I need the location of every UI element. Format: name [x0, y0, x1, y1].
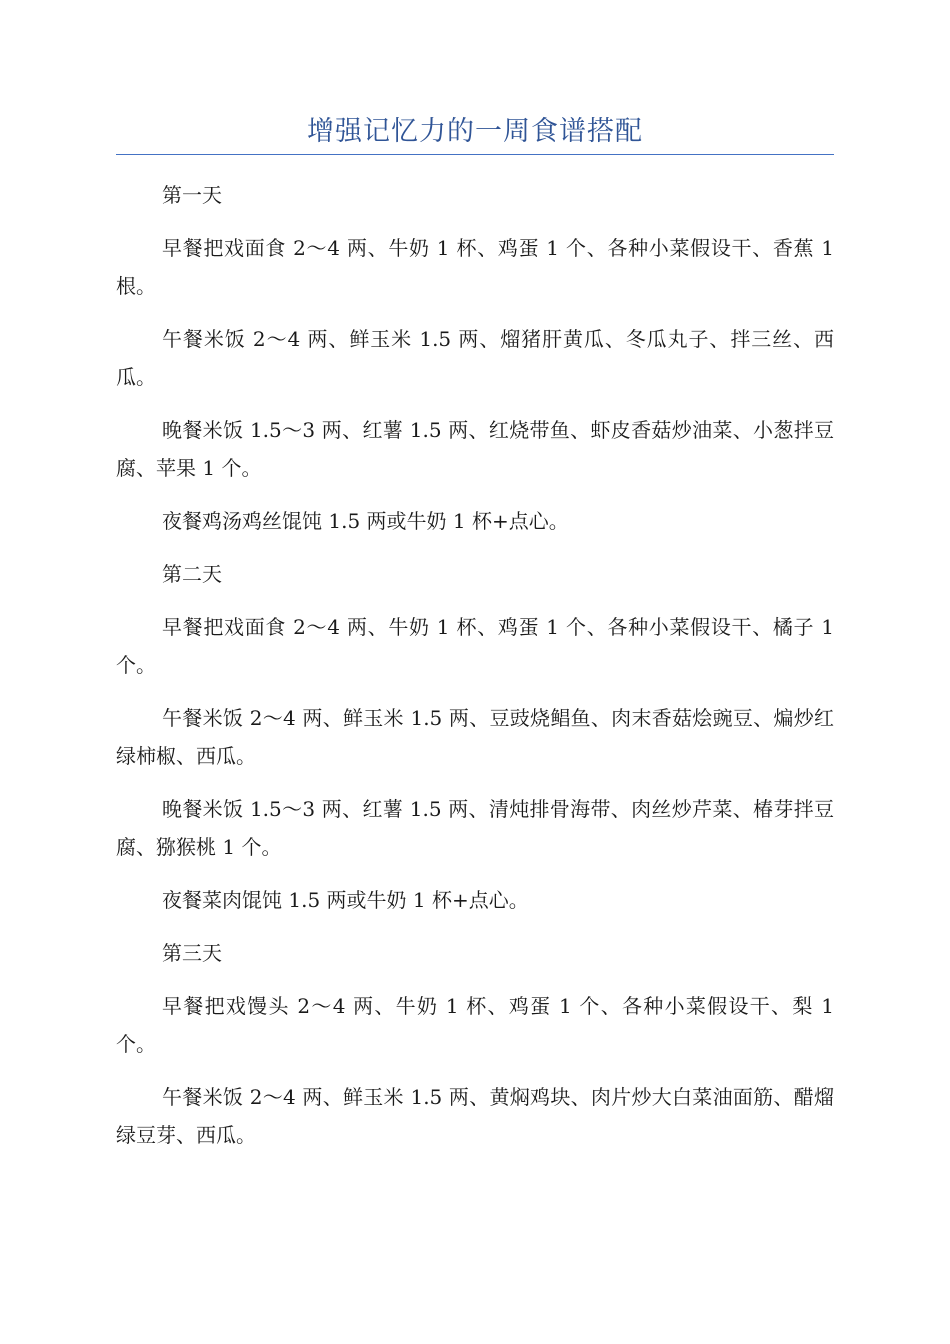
lunch-paragraph-day-2: 午餐米饭 2～4 两、鲜玉米 1.5 两、豆豉烧鲳鱼、肉末香菇烩豌豆、煸炒红绿柿椒、西瓜。	[116, 706, 834, 768]
day-heading-2: 第二天	[162, 562, 222, 586]
document-body	[116, 176, 834, 1169]
dinner-paragraph-day-1: 晚餐米饭 1.5～3 两、红薯 1.5 两、红烧带鱼、虾皮香菇炒油菜、小葱拌豆腐、苹果 1 个。	[116, 418, 834, 480]
day-heading-3: 第三天	[162, 941, 222, 965]
breakfast-paragraph-day-1: 早餐把戏面食 2～4 两、牛奶 1 杯、鸡蛋 1 个、各种小菜假设干、香蕉 1 根。	[116, 236, 834, 298]
lunch-paragraph-day-1: 午餐米饭 2～4 两、鲜玉米 1.5 两、熘猪肝黄瓜、冬瓜丸子、拌三丝、西瓜。	[116, 327, 834, 389]
breakfast-paragraph-day-3: 早餐把戏馒头 2～4 两、牛奶 1 杯、鸡蛋 1 个、各种小菜假设干、梨 1 个。	[116, 994, 834, 1056]
late-night-paragraph-day-2: 夜餐菜肉馄饨 1.5 两或牛奶 1 杯+点心。	[162, 888, 529, 912]
breakfast-paragraph-day-2: 早餐把戏面食 2～4 两、牛奶 1 杯、鸡蛋 1 个、各种小菜假设干、橘子 1 个。	[116, 615, 834, 677]
document-title: 增强记忆力的一周食谱搭配	[307, 116, 643, 147]
dinner-paragraph-day-2: 晚餐米饭 1.5～3 两、红薯 1.5 两、清炖排骨海带、肉丝炒芹菜、椿芽拌豆腐、猕猴桃 1 个。	[116, 797, 834, 859]
late-night-paragraph-day-1: 夜餐鸡汤鸡丝馄饨 1.5 两或牛奶 1 杯+点心。	[162, 509, 569, 533]
lunch-paragraph-day-3: 午餐米饭 2～4 两、鲜玉米 1.5 两、黄焖鸡块、肉片炒大白菜油面筋、醋熘绿豆芽、西瓜。	[116, 1085, 834, 1147]
day-heading-1: 第一天	[162, 183, 222, 207]
title-underline	[116, 154, 834, 155]
